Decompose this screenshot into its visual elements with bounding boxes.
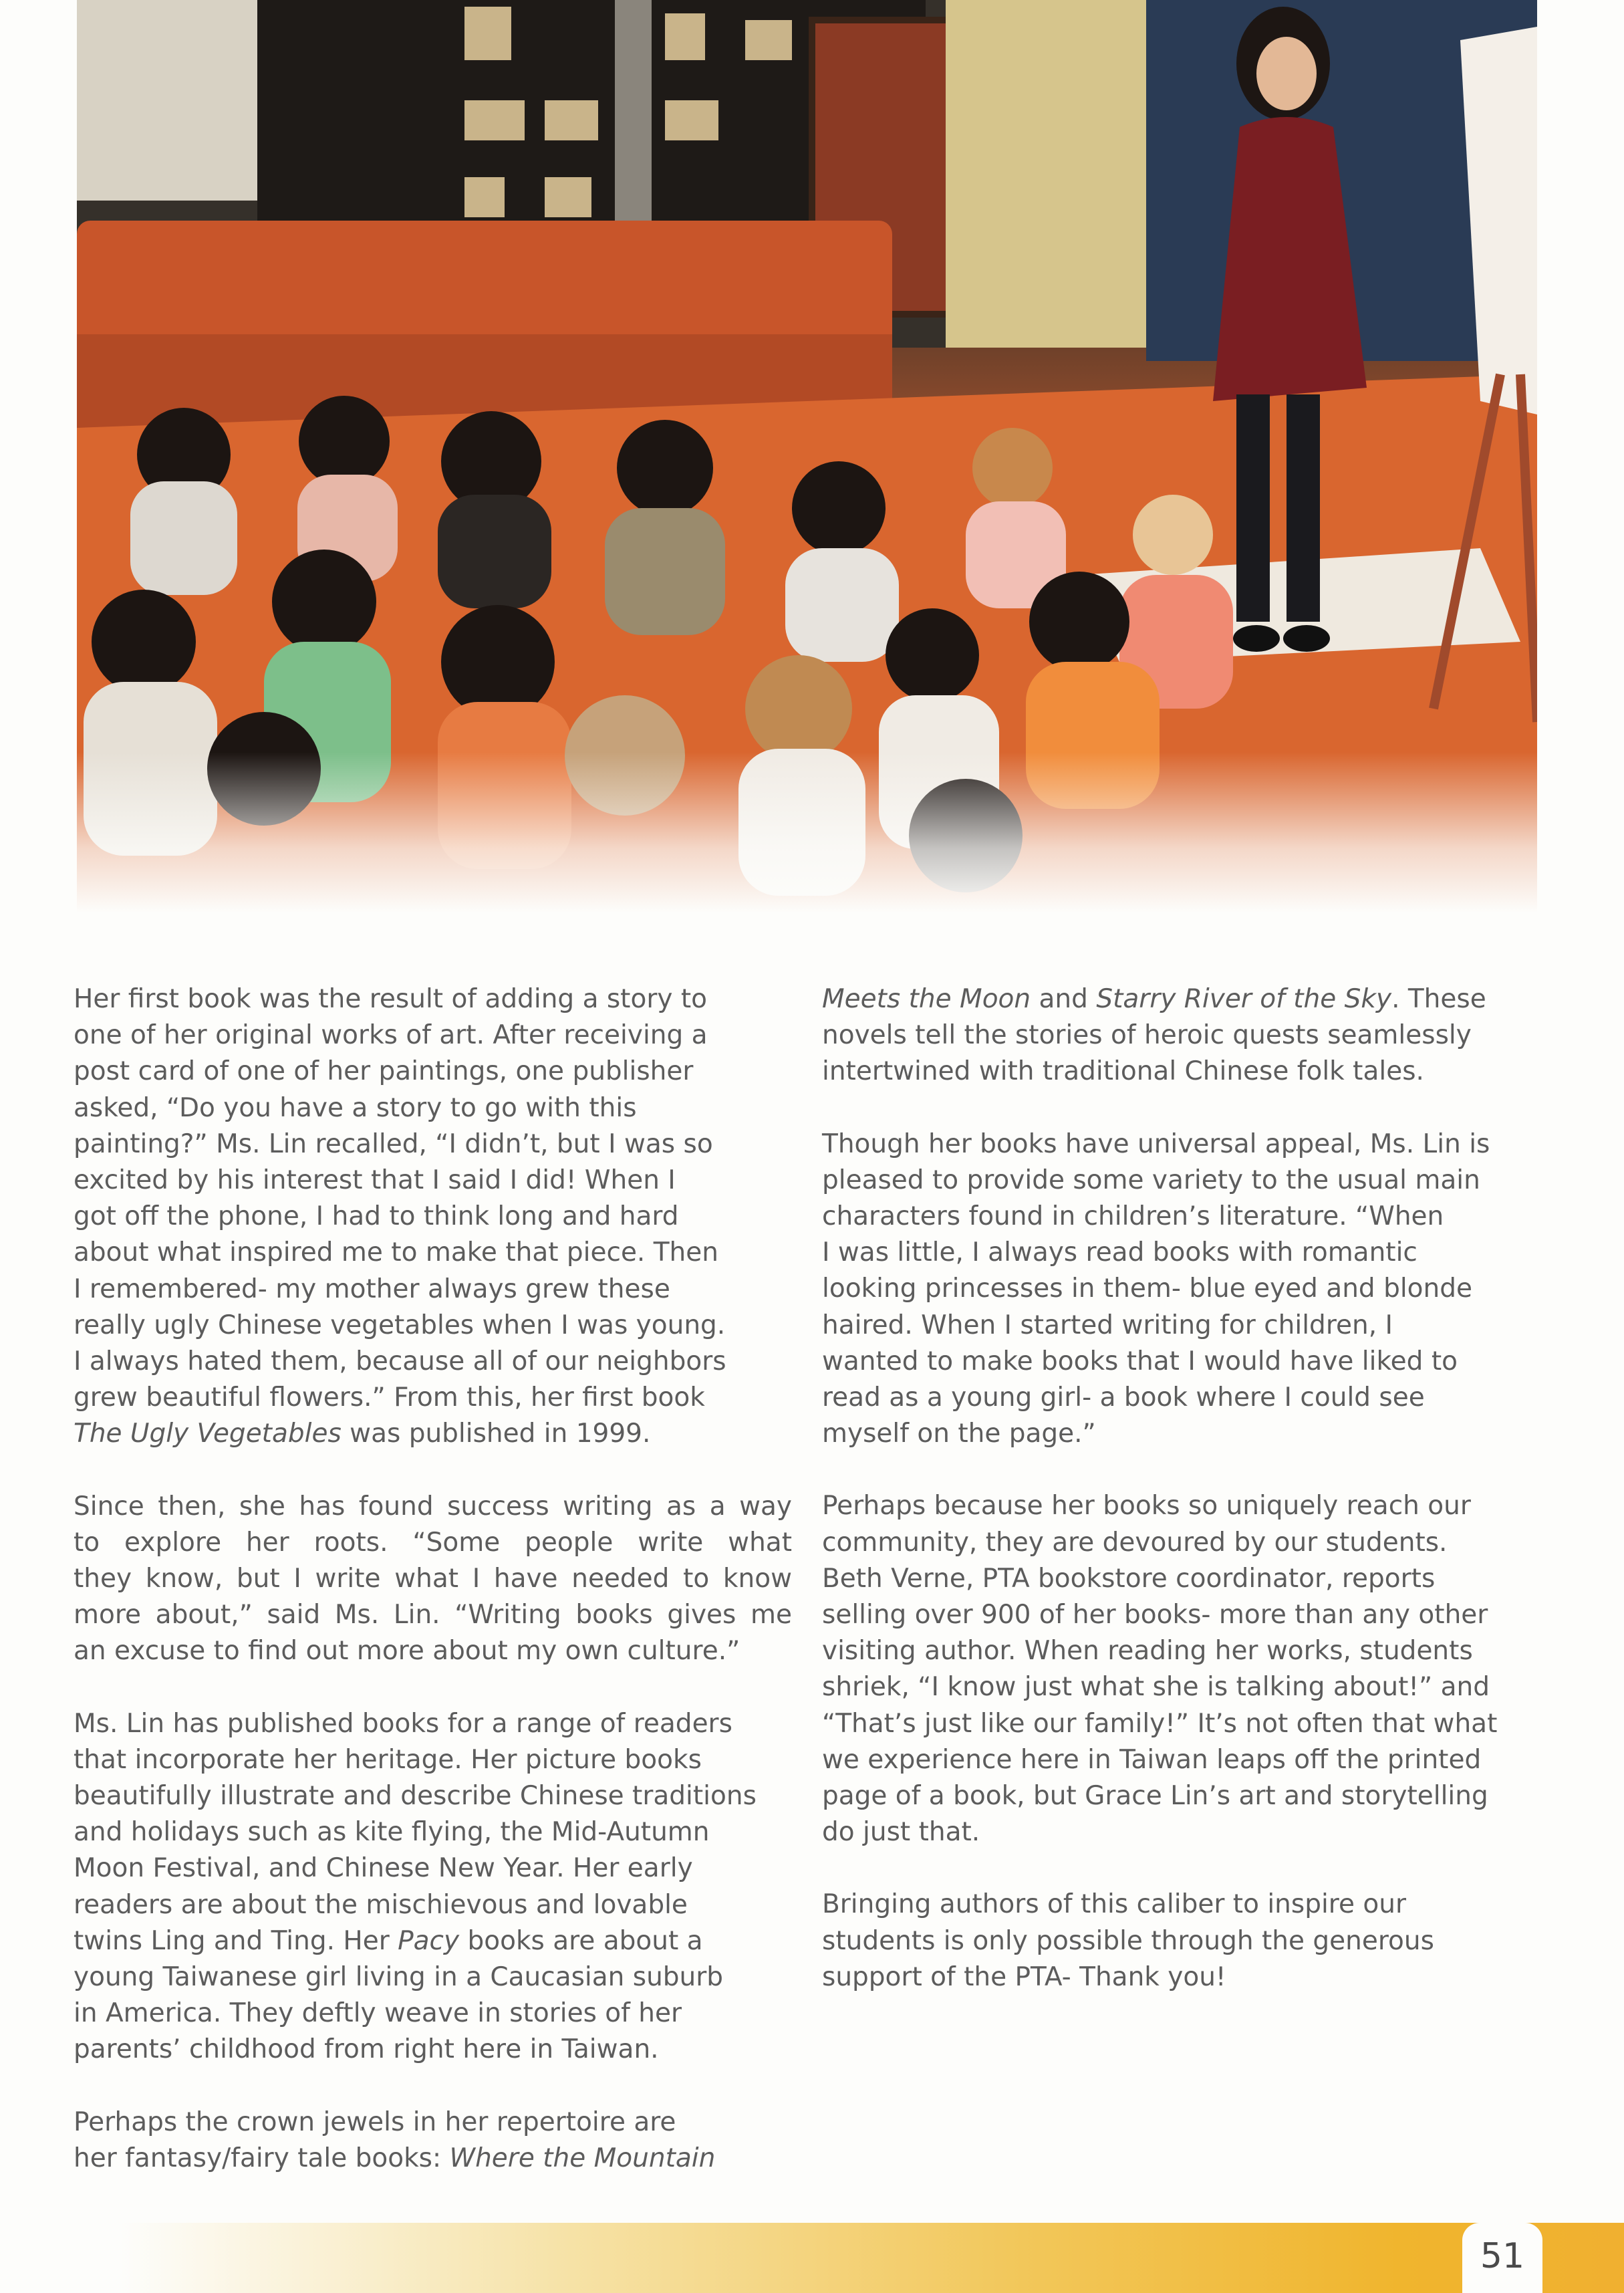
text-line (74, 1416, 792, 1452)
text-line: haired. When I started writing for children, I (822, 1310, 1393, 1340)
paragraph-crown-jewels (74, 2104, 792, 2177)
article-photo (77, 0, 1537, 913)
text-line: community, they are devoured by our students. (822, 1527, 1448, 1558)
text-line: post card of one of her paintings, one publisher (74, 1056, 694, 1087)
text-line: characters found in children’s literature. “When (822, 1201, 1444, 1232)
text-line: young Taiwanese girl living in a Caucasian suburb (74, 1962, 724, 1993)
photo-bottom-fade (77, 752, 1537, 913)
text-fragment: was published in 1999. (341, 1419, 651, 1449)
text-line: I always hated them, because all of our neighbors (74, 1346, 726, 1377)
text-line: more about,” said Ms. Lin. “Writing books gives me (74, 1600, 792, 1631)
paragraph-heritage-books (74, 1706, 792, 2068)
text-line: read as a young girl- a book where I could see (822, 1382, 1425, 1413)
text-line: and holidays such as kite flying, the Mid-Autumn (74, 1817, 710, 1848)
text-line: we experience here in Taiwan leaps off the printed (822, 1744, 1482, 1775)
text-line: visiting author. When reading her works, students (822, 1636, 1473, 1667)
text-line: painting?” Ms. Lin recalled, “I didn’t, but I was so (74, 1128, 713, 1159)
text-line: I remembered- my mother always grew these (74, 1274, 670, 1304)
text-line: to explore her roots. “Some people write what (74, 1527, 792, 1558)
paragraph-thanks-pta (822, 1887, 1540, 1996)
text-line: parents’ childhood from right here in Taiwan. (74, 2034, 659, 2065)
paragraph-roots (74, 1489, 792, 1670)
text-line: wanted to make books that I would have liked to (822, 1346, 1458, 1376)
text-line: Moon Festival, and Chinese New Year. Her early (74, 1853, 693, 1884)
text-line: do just that. (822, 1817, 980, 1848)
text-fragment: twins Ling and Ting. Her (74, 1925, 398, 1956)
footer-gradient-bar (120, 2223, 1624, 2293)
text-line: looking princesses in them- blue eyed and blonde (822, 1274, 1473, 1304)
book-title: Meets the Moon (822, 984, 1031, 1014)
text-line (822, 981, 1540, 1017)
text-line: about what inspired me to make that piece. Then (74, 1237, 718, 1268)
text-line: “That’s just like our family!” It’s not often that what (822, 1708, 1498, 1739)
text-line: Bringing authors of this caliber to inspire our (822, 1889, 1406, 1920)
page-number: 51 (1480, 2236, 1525, 2276)
text-line: in America. They deftly weave in stories of her (74, 1998, 682, 2029)
paragraph-community (822, 1488, 1540, 1850)
book-title: Pacy (398, 1925, 460, 1956)
text-line: students is only possible through the generous (822, 1925, 1434, 1956)
text-line: got off the phone, I had to think long and hard (74, 1201, 679, 1232)
text-line: shriek, “I know just what she is talking about!” and (822, 1672, 1490, 1703)
paragraph-universal-appeal (822, 1126, 1540, 1453)
text-line: novels tell the stories of heroic quests seamlessly (822, 1020, 1472, 1051)
book-title: The Ugly Vegetables (74, 1419, 342, 1449)
text-fragment: her fantasy/fairy tale books: (74, 2143, 450, 2173)
text-line: support of the PTA- Thank you! (822, 1961, 1226, 1992)
text-fragment: and (1031, 984, 1097, 1014)
text-line: pleased to provide some variety to the usual main (822, 1165, 1480, 1195)
text-line: I was little, I always read books with romantic (822, 1237, 1417, 1268)
text-line: selling over 900 of her books- more than any other (822, 1600, 1488, 1631)
paragraph-first-book (74, 981, 792, 1453)
right-column (822, 981, 1540, 2032)
text-fragment: . These (1391, 984, 1486, 1014)
text-line (74, 1923, 792, 1959)
text-line: Perhaps the crown jewels in her repertoire are (74, 2106, 676, 2137)
text-line: beautifully illustrate and describe Chinese traditions (74, 1781, 757, 1812)
book-title: Where the Mountain (449, 2143, 716, 2173)
text-line: myself on the page.” (822, 1419, 1096, 1449)
text-line: an excuse to find out more about my own culture.” (74, 1636, 740, 1667)
text-line: Though her books have universal appeal, Ms. Lin is (822, 1128, 1490, 1159)
text-line: Perhaps because her books so uniquely reach our (822, 1491, 1471, 1522)
text-line (74, 2141, 792, 2177)
text-line: page of a book, but Grace Lin’s art and storytelling (822, 1781, 1488, 1812)
text-line: intertwined with traditional Chinese folk tales. (822, 1056, 1424, 1087)
text-fragment: books are about a (459, 1925, 703, 1956)
text-line: excited by his interest that I said I did! When I (74, 1165, 676, 1196)
text-line: Her first book was the result of adding a story to (74, 984, 707, 1014)
text-line: asked, “Do you have a story to go with this (74, 1092, 637, 1123)
text-line: one of her original works of art. After receiving a (74, 1020, 708, 1051)
text-line: that incorporate her heritage. Her picture books (74, 1744, 702, 1775)
text-line: they know, but I write what I have needed to know (74, 1564, 792, 1594)
text-line: readers are about the mischievous and lovable (74, 1889, 688, 1920)
left-column (74, 981, 792, 2213)
text-line: Beth Verne, PTA bookstore coordinator, reports (822, 1563, 1436, 1594)
text-line: Since then, she has found success writing as a way (74, 1491, 792, 1522)
text-line: grew beautiful flowers.” From this, her first book (74, 1382, 705, 1413)
paragraph-novels (822, 981, 1540, 1090)
text-line: really ugly Chinese vegetables when I was young. (74, 1310, 726, 1340)
book-title: Starry River of the Sky (1096, 984, 1392, 1014)
text-line: Ms. Lin has published books for a range of readers (74, 1708, 732, 1739)
